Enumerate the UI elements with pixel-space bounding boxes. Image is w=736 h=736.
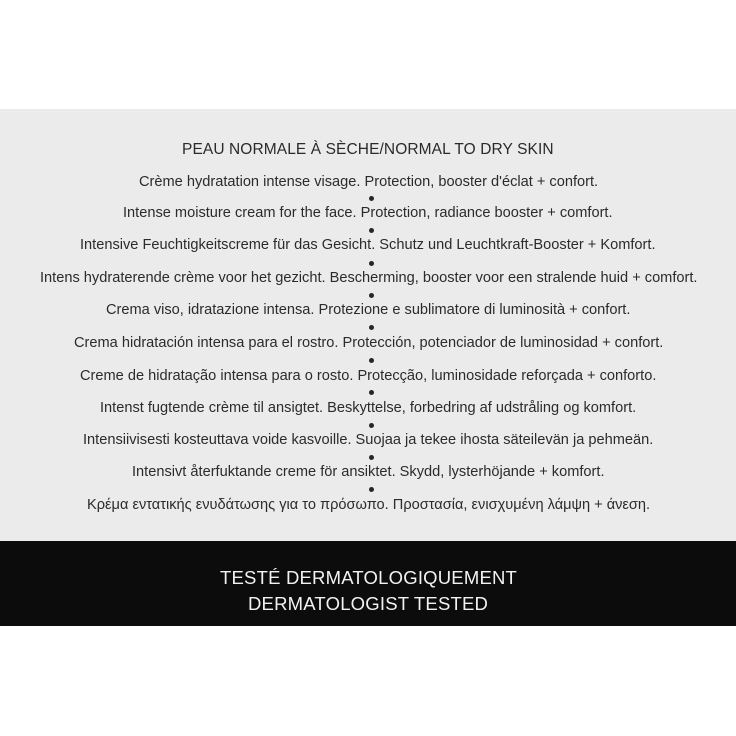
description-line-sv: Intensivt återfuktande creme för ansiktet. Skydd, lysterhöjande + komfort.: [132, 464, 605, 480]
separator-dot: [369, 196, 374, 201]
separator-dot: [369, 261, 374, 266]
description-line-fi: Intensiivisesti kosteuttava voide kasvoille. Suojaa ja tekee ihosta säteilevän ja pehmeän.: [83, 432, 654, 448]
separator-dot: [369, 455, 374, 460]
tested-label-en: DERMATOLOGIST TESTED: [248, 593, 489, 614]
description-line-de: Intensive Feuchtigkeitscreme für das Gesicht. Schutz und Leuchtkraft-Booster + Komfort.: [80, 237, 656, 253]
separator-dot: [369, 293, 374, 298]
description-line-en: Intense moisture cream for the face. Protection, radiance booster + comfort.: [123, 205, 613, 221]
separator-dot: [369, 423, 374, 428]
description-line-es: Crema hidratación intensa para el rostro. Protección, potenciador de luminosidad + confort.: [74, 335, 664, 351]
description-line-fr: Crème hydratation intense visage. Protection, booster d'éclat + confort.: [139, 174, 599, 190]
separator-dot: [369, 390, 374, 395]
description-line-pt: Creme de hidratação intensa para o rosto. Protecção, luminosidade reforçada + conforto.: [80, 368, 657, 384]
separator-dot: [369, 358, 374, 363]
separator-dot: [369, 487, 374, 492]
description-line-da: Intenst fugtende crème til ansigtet. Beskyttelse, forbedring af udstråling og komfort.: [100, 400, 637, 416]
separator-dot: [369, 228, 374, 233]
tested-label-fr: TESTÉ DERMATOLOGIQUEMENT: [220, 567, 518, 588]
skin-type-heading: PEAU NORMALE À SÈCHE/NORMAL TO DRY SKIN: [182, 141, 554, 158]
separator-dot: [369, 325, 374, 330]
description-line-nl: Intens hydraterende crème voor het gezicht. Bescherming, booster voor een stralende huid + comfort.: [40, 270, 698, 286]
description-line-el: Κρέμα εντατικής ενυδάτωσης για το πρόσωπο. Προστασία, ενισχυμένη λάμψη + άνεση.: [87, 497, 651, 513]
description-line-it: Crema viso, idratazione intensa. Protezione e sublimatore di luminosità + confort.: [106, 302, 631, 318]
